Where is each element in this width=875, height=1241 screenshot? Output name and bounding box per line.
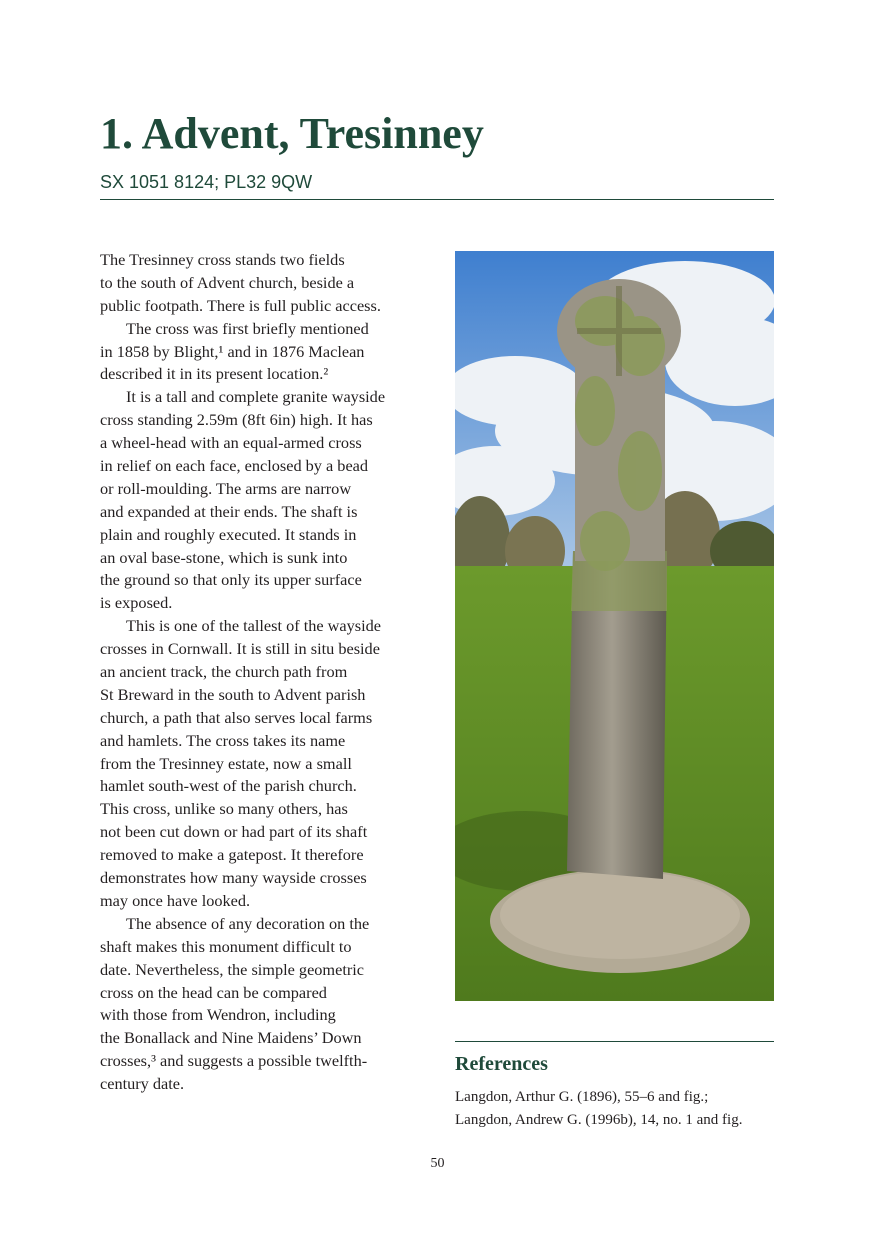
body-line: This is one of the tallest of the wayside [126,616,382,636]
body-line: described it in its present location.² [100,364,329,384]
references-heading: References [455,1053,548,1075]
body-line: St Breward in the south to Advent parish [100,684,366,704]
body-line: This cross, unlike so many others, has [100,799,348,819]
grid-reference: SX 1051 8124; PL32 9QW [100,172,313,192]
body-line: an oval base-stone, which is sunk into [100,547,348,567]
body-line: The absence of any decoration on the [126,913,370,933]
body-line: may once have looked. [100,890,251,910]
references-divider [455,1041,774,1042]
body-line: to the south of Advent church, beside a [100,272,355,292]
reference-item: Langdon, Arthur G. (1896), 55–6 and fig.; [455,1089,709,1105]
body-line: church, a path that also serves local farms [100,707,373,727]
body-line: cross standing 2.59m (8ft 6in) high. It has [100,410,373,430]
body-line: demonstrates how many wayside crosses [100,868,367,888]
body-line: the ground so that only its upper surface [100,570,362,590]
body-line: crosses,³ and suggests a possible twelfth- [100,1051,368,1071]
body-text [100,249,430,1096]
body-line: cross on the head can be compared [100,982,327,1002]
cross-photo [455,251,774,1001]
body-line: or roll-moulding. The arms are narrow [100,478,352,498]
body-line: It is a tall and complete granite wayside [126,387,386,407]
body-line: shaft makes this monument difficult to [100,936,352,956]
cross-photo-illustration [455,251,774,1001]
body-line: from the Tresinney estate, now a small [100,753,352,773]
body-line: not been cut down or had part of its shaft [100,822,368,842]
body-line: is exposed. [100,593,173,613]
body-line: the Bonallack and Nine Maidens’ Down [100,1028,362,1048]
body-line: a wheel-head with an equal-armed cross [100,433,362,453]
body-line: century date. [100,1074,185,1094]
body-line: and hamlets. The cross takes its name [100,730,346,750]
body-line: an ancient track, the church path from [100,662,348,682]
body-line: plain and roughly executed. It stands in [100,524,357,544]
body-line: hamlet south-west of the parish church. [100,776,357,796]
title-divider [100,199,774,200]
body-line: crosses in Cornwall. It is still in situ beside [100,639,380,659]
body-line: public footpath. There is full public access. [100,295,381,315]
body-line: in 1858 by Blight,¹ and in 1876 Maclean [100,341,365,361]
body-line: in relief on each face, enclosed by a bead [100,456,369,476]
page-number: 50 [430,1156,445,1171]
body-line: The Tresinney cross stands two fields [100,250,345,269]
reference-item: Langdon, Andrew G. (1996b), 14, no. 1 and fig. [455,1111,743,1128]
body-line: The cross was first briefly mentioned [126,318,369,338]
body-line: with those from Wendron, including [100,1005,336,1025]
page-title: 1. Advent, Tresinney [100,109,484,158]
body-line: removed to make a gatepost. It therefore [100,845,364,865]
body-line: date. Nevertheless, the simple geometric [100,959,365,979]
body-line: and expanded at their ends. The shaft is [100,501,358,521]
references-list [455,1086,785,1132]
